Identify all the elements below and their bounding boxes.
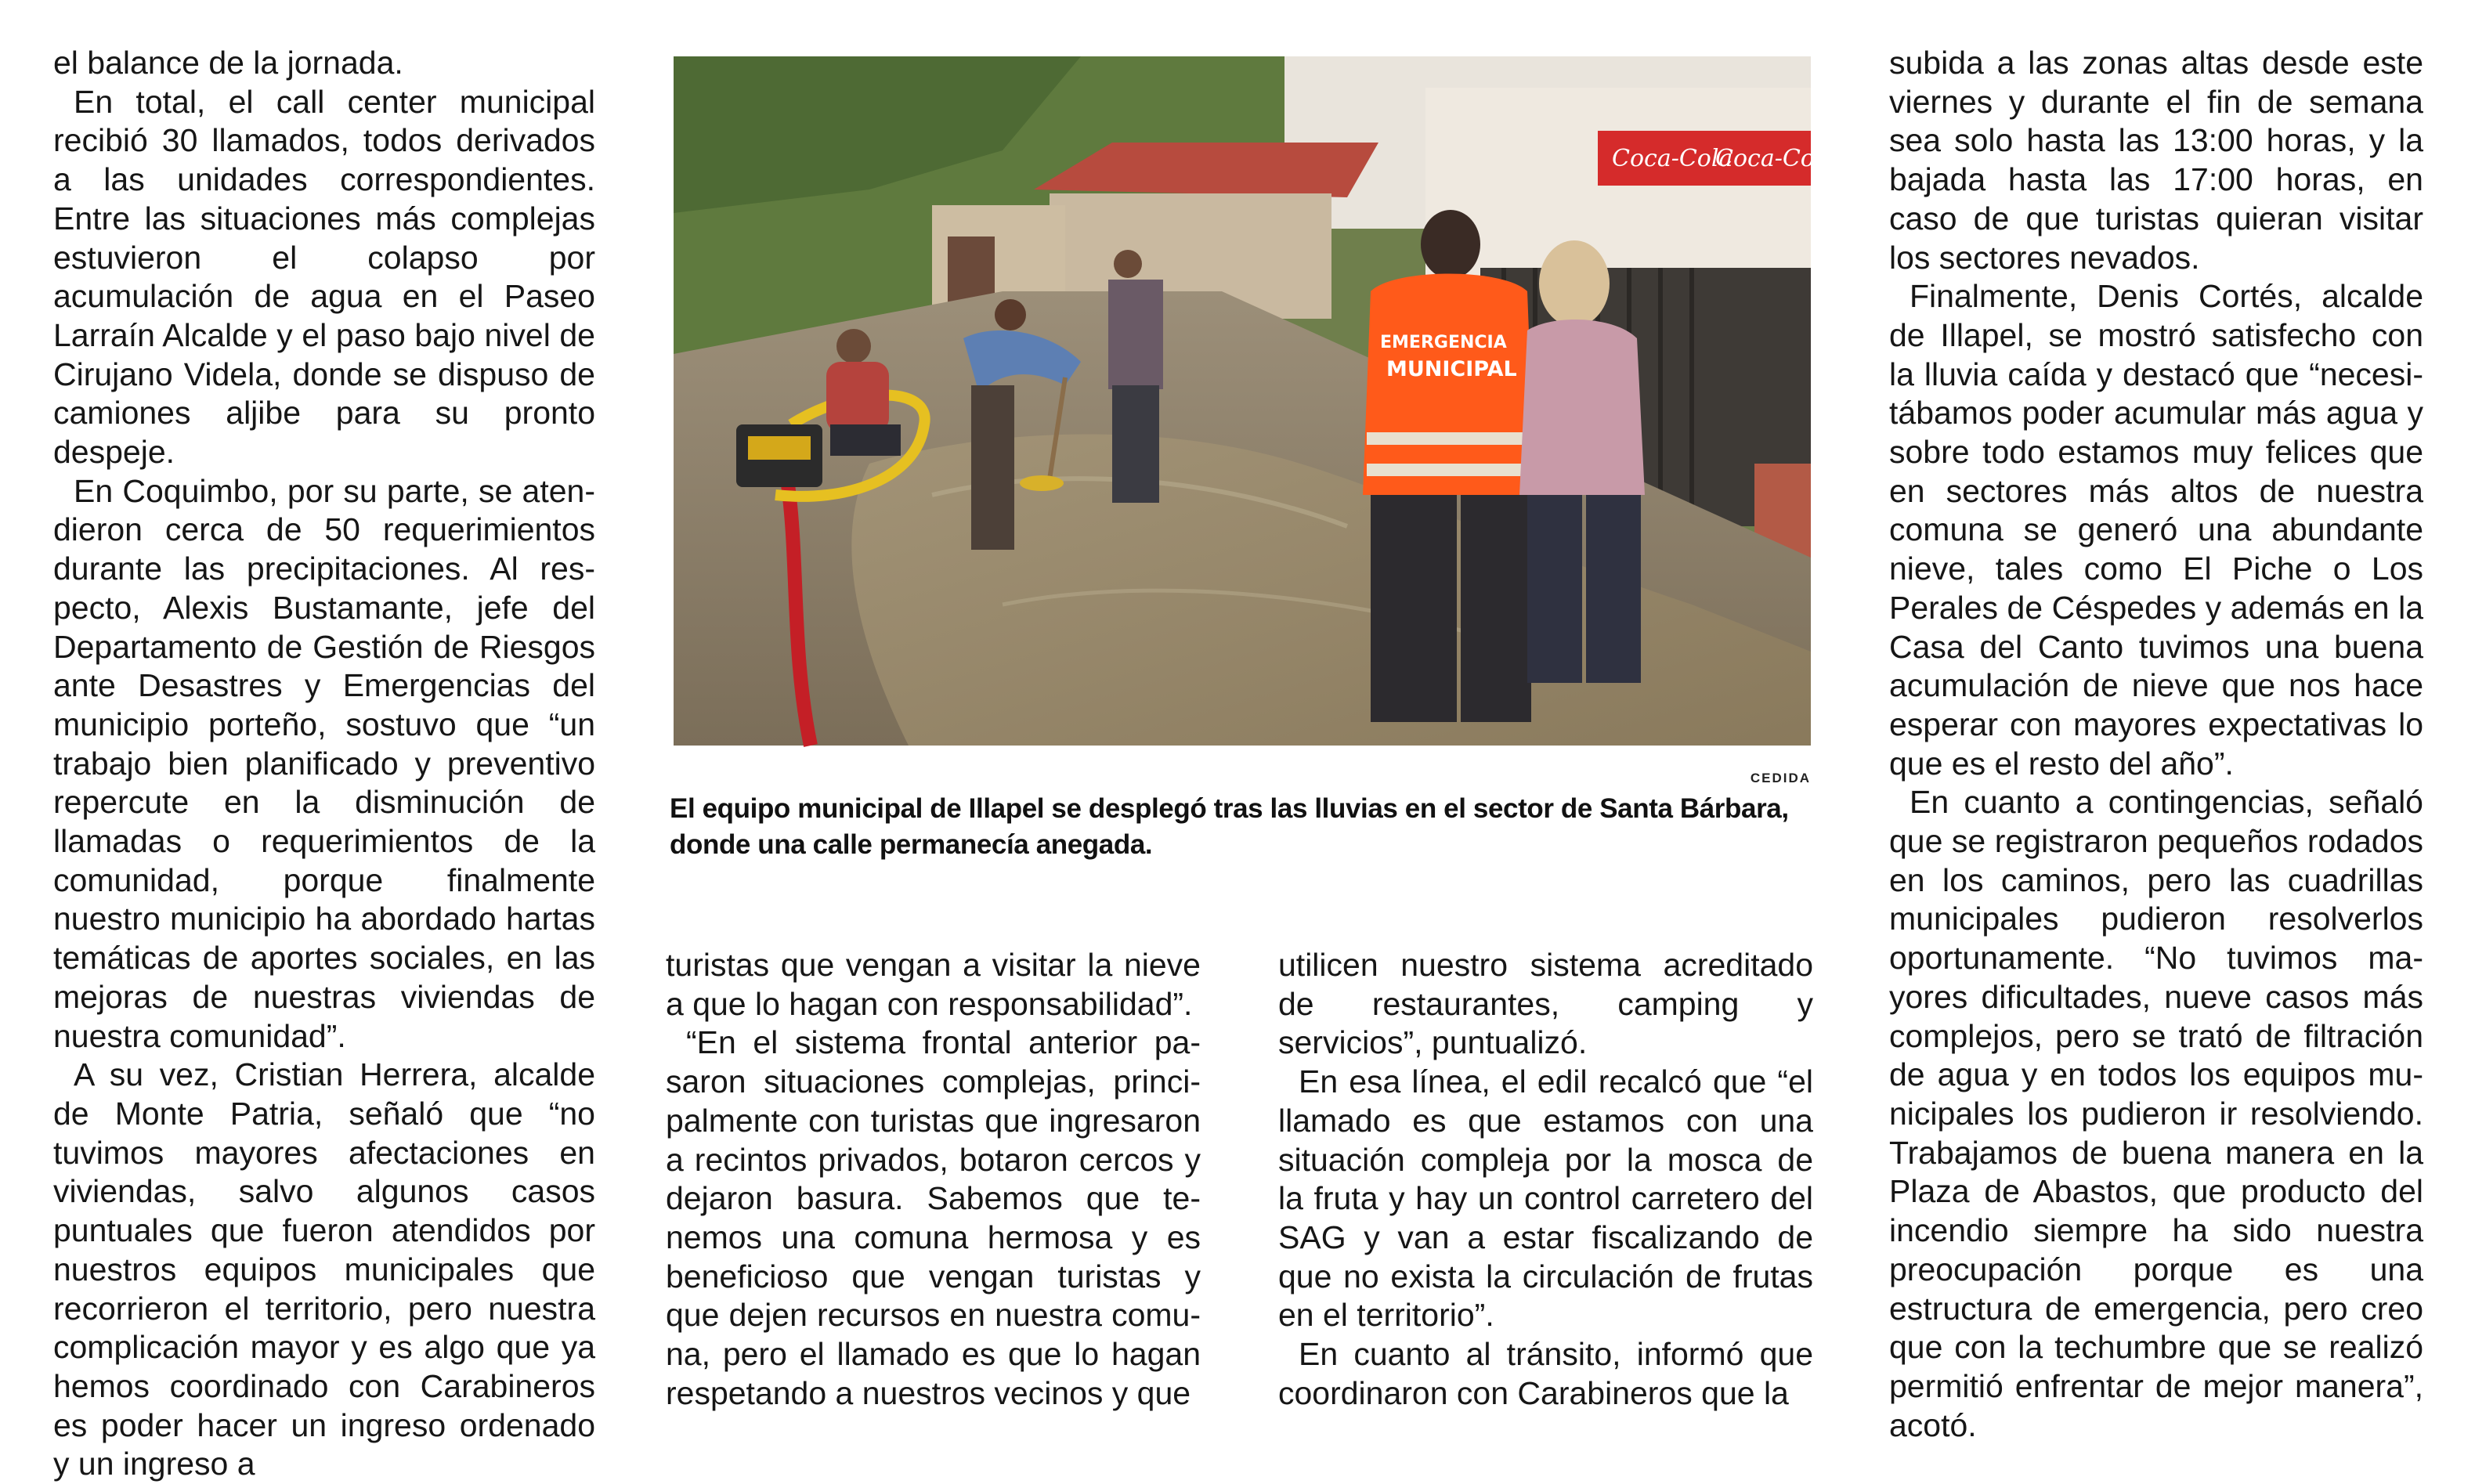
paragraph: el balance de la jornada.	[53, 45, 403, 81]
emergency-worker	[1363, 210, 1535, 722]
flooded-street-illustration	[674, 56, 1837, 746]
svg-text:EMERGENCIA: EMERGENCIA	[1380, 333, 1507, 352]
worker-standing	[1108, 250, 1163, 503]
paragraph: En esa línea, el edil recalcó que “el llamado es que estamos con una situación compleja por la mosca de la fruta y hay un control carretero del SAG y van a estar fiscalizando de que no exista la circulación de frutas en el territorio”.	[1278, 1063, 1813, 1334]
news-photo	[674, 56, 1837, 746]
article-column-1	[53, 44, 595, 1484]
paragraph: “En el sistema frontal anterior pasaron situaciones complejas, principalmente con turistas que ingresaron a recintos privados, botaron cercos y dejaron basura. Sabemos que tenemos una comuna hermosa y es beneficioso que vengan turistas y que dejen recursos en nuestra comuna, pero el llamado es que lo hagan respetando a nuestros vecinos y que	[666, 1024, 1201, 1411]
paragraph: subida a las zonas altas desde este viernes y durante el fin de semana sea solo hasta las 13:00 horas, y la bajada hasta las 17:00 horas, en caso de que turistas quieran visitar los sectores nevados.	[1889, 45, 2423, 276]
article-column-2	[666, 946, 1201, 1413]
paragraph: En cuanto a contingencias, señaló que se registraron pequeños rodados en los caminos, pero las cuadrillas municipales pudieron resolverlos oportunamente. “No tuvimos mayores dificultades, nueve casos más complejos, pero se trató de filtración de agua y en todos los equipos municipales los pudieron ir resolviendo. Trabajamos de buena manera en la Plaza de Abastos, que producto del incendio siempre ha sido nuestra preocupación porque es una estructura de emergencia, pero creo que con la techumbre que se realizó permitió enfrentar de mejor manera”, acotó.	[1889, 784, 2423, 1443]
photo-caption: El equipo municipal de Illapel se desplegó tras las lluvias en el sector de Santa Bárbara, donde una calle permanecía anegada.	[670, 793, 1789, 860]
photo-credit: CEDIDA	[1750, 771, 1811, 785]
paragraph: Finalmente, Denis Cortés, alcalde de Illapel, se mostró satisfecho con la lluvia caída y destacó que “necesitábamos poder acumular más agua y sobre todo estamos muy felices que en sectores más altos de nuestra comuna se generó una abundante nieve, tales como El Piche o Los Perales de Céspedes y además en la Casa del Canto tuvimos una buena acumulación de nieve que nos hace esperar con mayores expectativas lo que es el resto del año”.	[1889, 278, 2423, 782]
paragraph: En total, el call center municipal recibió 30 llamados, todos derivados a las unidades correspondientes. Entre las situaciones más complejas estuvieron el colapso por acumulación de agua en el Paseo Larraín Alcalde y el paso bajo nivel de Cirujano Videla, donde se dispuso de camiones aljibe para su pronto despeje.	[53, 83, 595, 471]
paragraph: turistas que vengan a visitar la nieve a que lo hagan con responsabilidad”.	[666, 947, 1201, 1022]
svg-text:MUNICIPAL: MUNICIPAL	[1386, 357, 1517, 381]
paragraph: utilicen nuestro sistema acreditado de restaurantes, camping y servicios”, puntualizó.	[1278, 947, 1813, 1061]
paragraph: A su vez, Cristian Herrera, alcalde de Monte Patria, señaló que “no tuvimos mayores afectaciones en viviendas, salvo algunos casos puntuales que fueron atendidos por nuestros equipos municipales que recorrieron el territorio, pero nuestra complicación mayor y es algo que ya hemos coordinado con Carabineros es poder hacer un ingreso ordenado y un ingreso a	[53, 1056, 595, 1482]
paragraph: En cuanto al tránsito, informó que coordinaron con Carabineros que la	[1278, 1336, 1813, 1411]
paragraph: En Coquimbo, por su parte, se atendieron cerca de 50 requerimientos durante las precipitaciones. Al respecto, Alexis Bustamante, jefe del Departamento de Gestión de Riesgos ante Desastres y Emergencias del municipio porteño, sostuvo que “un trabajo bien planificado y preventivo repercute en la disminución de llamadas o requerimientos de la comunidad, porque finalmente nuestro municipio ha abordado hartas temáticas de aportes sociales, en las mejoras de nuestras viviendas de nuestra comunidad”.	[53, 472, 595, 1054]
svg-text:Coca-Cola: Coca-Cola	[1612, 145, 1733, 172]
svg-text:Coca-Cola: Coca-Cola	[1715, 145, 1837, 172]
article-column-3	[1278, 946, 1813, 1413]
article-column-4	[1889, 44, 2423, 1445]
